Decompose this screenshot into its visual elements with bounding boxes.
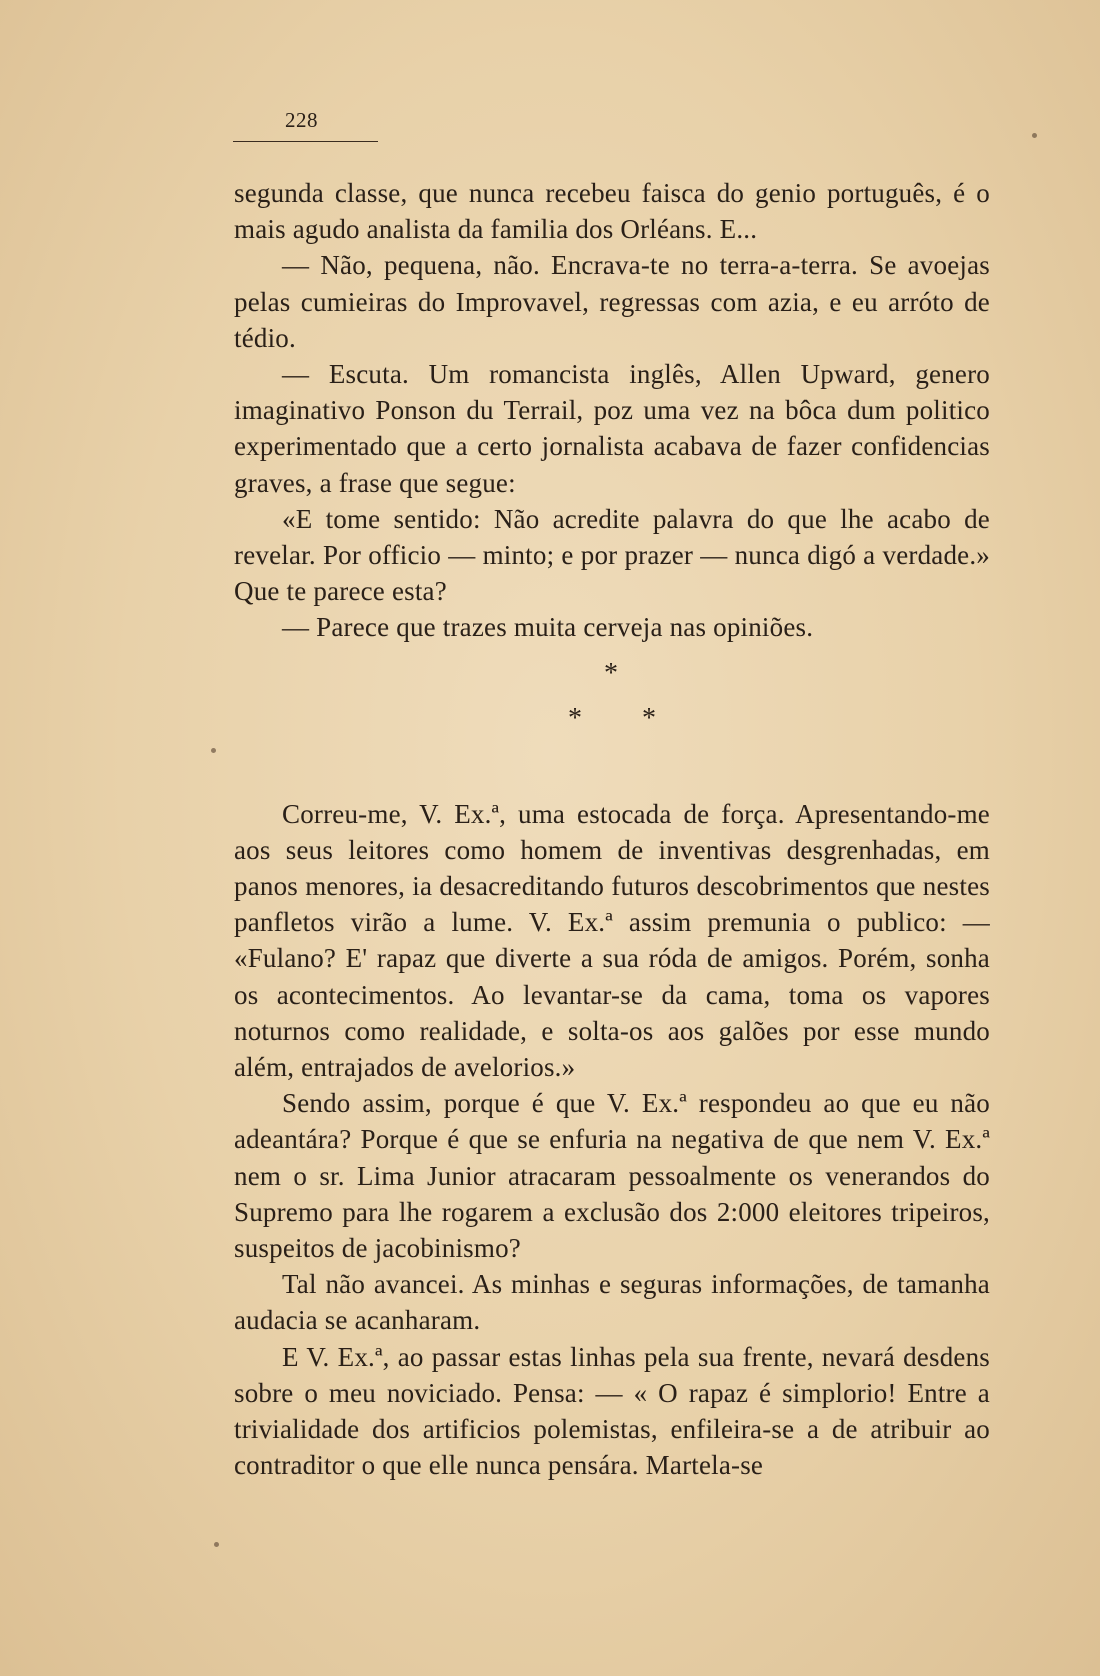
body-text bbox=[234, 175, 990, 1484]
paragraph: Correu-me, V. Ex.ª, uma estocada de força. Apresentando-me aos seus leitores como homem de inventivas desgrenhadas, em panos menores, ia desacreditando futuros descobrimentos que nestes panfletos virão a lume. V. Ex.ª assim premunia o publico: — «Fulano? E' rapaz que diverte a sua róda de amigos. Porém, sonha os acontecimentos. Ao levantar-se da cama, toma os vapores noturnos como realidade, e solta-os aos galões por esse mundo além, entrajados de avelorios.» bbox=[234, 798, 990, 1083]
paragraph: segunda classe, que nunca recebeu faisca do genio português, é o mais agudo analista da familia dos Orléans. E... bbox=[234, 178, 990, 245]
asterisk: * bbox=[642, 702, 657, 734]
paper-speck bbox=[211, 748, 216, 753]
asterisk: * bbox=[568, 702, 583, 734]
paragraph: «E tome sentido: Não acredite palavra do que lhe acabo de revelar. Por officio — minto; e por prazer — nunca digó a verdade.» Que te parece esta? bbox=[234, 503, 990, 607]
paper-speck bbox=[1032, 133, 1037, 138]
paragraph: Tal não avancei. As minhas e seguras informações, de tamanha audacia se acanharam. bbox=[234, 1269, 990, 1336]
paragraph: — Parece que trazes muita cerveja nas opiniões. bbox=[282, 612, 814, 643]
paragraph: — Não, pequena, não. Encrava-te no terra-a-terra. Se avoejas pelas cumieiras do Improvavel, regressas com azia, e eu arróto de tédio. bbox=[234, 250, 990, 353]
header-rule bbox=[233, 141, 378, 142]
page-number: 228 bbox=[285, 108, 318, 132]
section-asterism bbox=[234, 646, 990, 796]
paragraph: — Escuta. Um romancista inglês, Allen Upward, genero imaginativo Ponson du Terrail, poz uma vez na bôca dum politico experimentado que a certo jornalista acabava de fazer confidencias graves, a frase que segue: bbox=[234, 359, 990, 498]
paper-speck bbox=[214, 1542, 219, 1547]
paragraph: E V. Ex.ª, ao passar estas linhas pela sua frente, nevará desdens sobre o meu noviciado. Pensa: — « O rapaz é simplorio! Entre a trivialidade dos artificios polemistas, enfileira-se a de atribuir ao contraditor o que elle nunca pensára. Martela-se bbox=[234, 1341, 990, 1481]
asterisk: * bbox=[604, 657, 619, 689]
paragraph: Sendo assim, porque é que V. Ex.ª respondeu ao que eu não adeantára? Porque é que se enfuria na negativa de que nem V. Ex.ª nem o sr. Lima Junior atracaram pessoalmente os venerandos do Supremo para lhe rogarem a exclusão dos 2:000 eleitores tripeiros, suspeitos de jacobinismo? bbox=[234, 1088, 990, 1264]
